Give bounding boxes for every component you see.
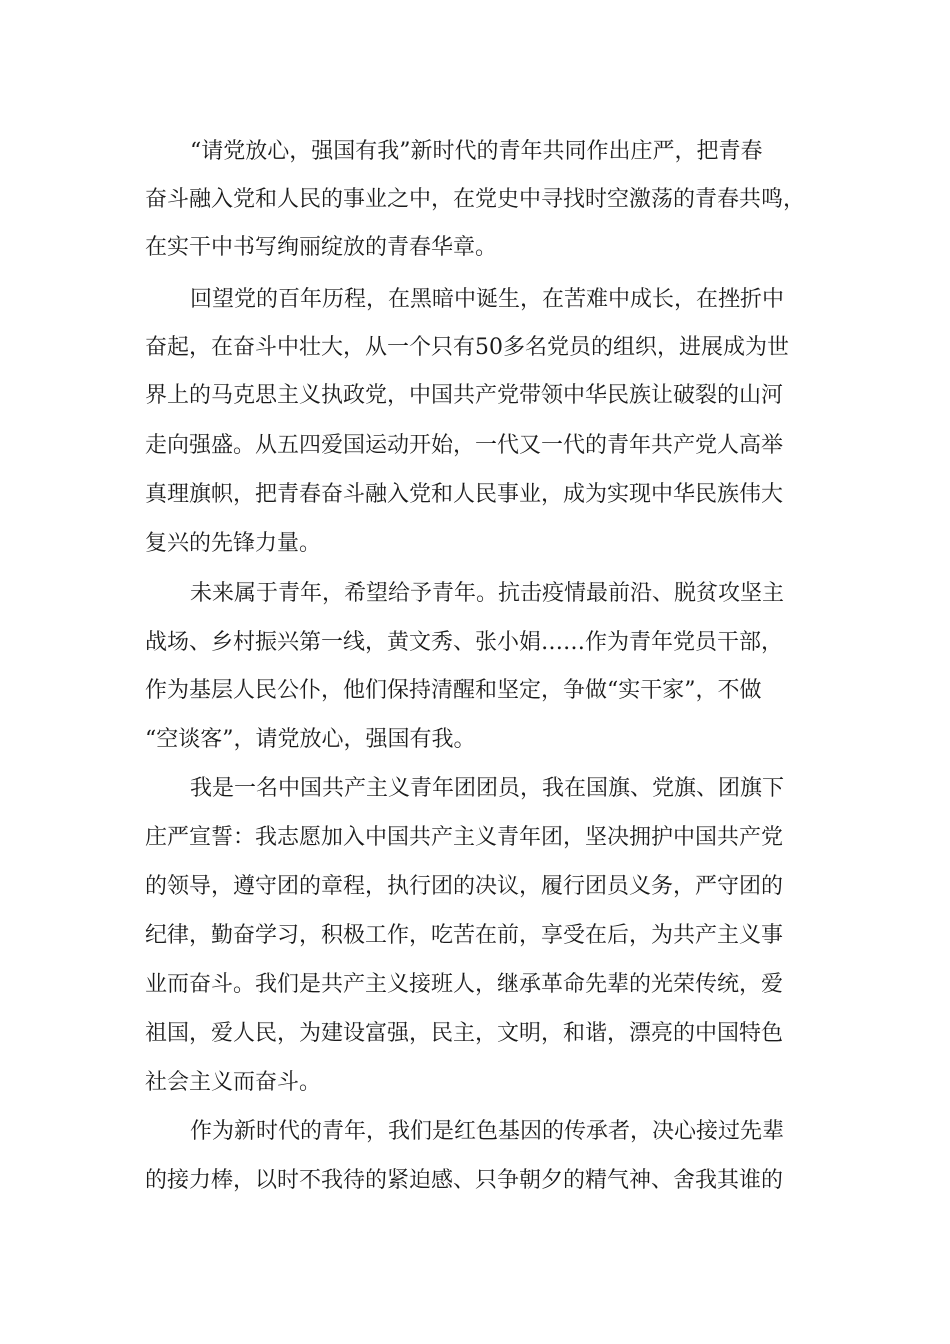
paragraph-2-line-2: 奋起，在奋斗中壮大，从一个只有50多名党员的组织，进展成为世 xyxy=(145,335,789,360)
paragraph-2-line-6: 复兴的先锋力量。 xyxy=(145,531,322,556)
paragraph-2-line-3: 界上的马克思主义执政党，中国共产党带领中华民族让破裂的山河 xyxy=(145,383,784,408)
paragraph-3-line-1: 未来属于青年，希望给予青年。抗击疫情最前沿、脱贫攻坚主 xyxy=(190,581,785,606)
paragraph-4-line-2: 庄严宣誓：我志愿加入中国共产主义青年团，坚决拥护中国共产党 xyxy=(145,825,784,850)
paragraph-5-line-1: 作为新时代的青年，我们是红色基因的传承者，决心接过先辈 xyxy=(190,1119,785,1144)
paragraph-1-line-3: 在实干中书写绚丽绽放的青春华章。 xyxy=(145,235,498,260)
paragraph-2-line-1: 回望党的百年历程，在黑暗中诞生，在苦难中成长，在挫折中 xyxy=(190,287,785,312)
paragraph-4-line-5: 业而奋斗。我们是共产主义接班人，继承革命先辈的光荣传统，爱 xyxy=(145,972,784,997)
paragraph-3-line-2: 战场、乡村振兴第一线，黄文秀、张小娟……作为青年党员干部， xyxy=(145,630,784,655)
paragraph-3-line-4: “空谈客”，请党放心，强国有我。 xyxy=(145,727,476,752)
paragraph-4-line-3: 的领导，遵守团的章程，执行团的决议，履行团员义务，严守团的 xyxy=(145,874,784,899)
paragraph-3-line-3: 作为基层人民公仆，他们保持清醒和坚定，争做“实干家”，不做 xyxy=(145,678,762,703)
paragraph-2-line-4: 走向强盛。从五四爱国运动开始，一代又一代的青年共产党人高举 xyxy=(145,433,784,458)
paragraph-4-line-4: 纪律，勤奋学习，积极工作，吃苦在前，享受在后，为共产主义事 xyxy=(145,923,784,948)
paragraph-1-line-2: 奋斗融入党和人民的事业之中，在党史中寻找时空激荡的青春共鸣， xyxy=(145,187,806,212)
paragraph-4-line-1: 我是一名中国共产主义青年团团员，我在国旗、党旗、团旗下 xyxy=(190,776,785,801)
paragraph-4-line-7: 社会主义而奋斗。 xyxy=(145,1070,322,1095)
paragraph-4-line-6: 祖国，爱人民，为建设富强，民主，文明，和谐，漂亮的中国特色 xyxy=(145,1021,784,1046)
paragraph-1-line-1: “请党放心，强国有我”新时代的青年共同作出庄严，把青春 xyxy=(190,139,763,164)
paragraph-2-line-5: 真理旗帜，把青春奋斗融入党和人民事业，成为实现中华民族伟大 xyxy=(145,482,784,507)
paragraph-5-line-2: 的接力棒，以时不我待的紧迫感、只争朝夕的精气神、舍我其谁的 xyxy=(145,1168,784,1193)
